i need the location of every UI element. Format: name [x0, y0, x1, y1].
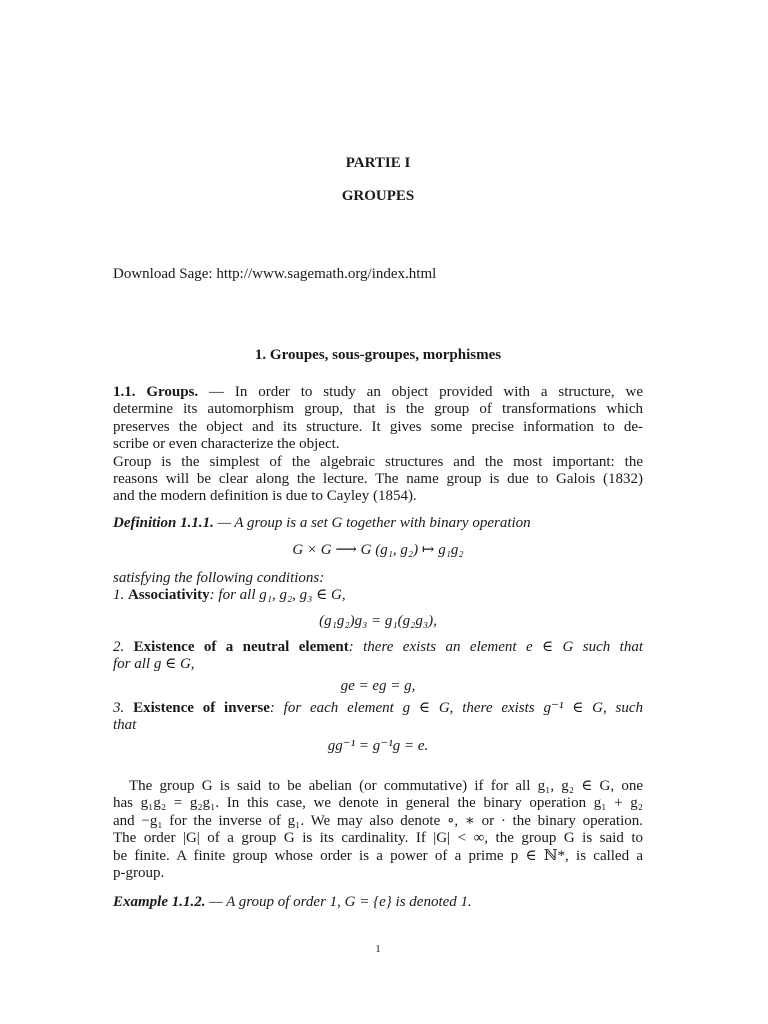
condition-1-display: (g₁g₂)g₃ = g₁(g₂g₃), [319, 613, 437, 629]
condition-3-display: gg⁻¹ = g⁻¹g = e. [327, 738, 429, 754]
definition-display-map: G × G ⟶ G (g₁, g₂) ↦ g₁g₂ [292, 542, 464, 558]
para2-line-2: reasons will be clear along the lecture. The name group is due to Galois (1832) [113, 471, 643, 488]
condition-2-number: 2. [113, 639, 134, 655]
condition-2-display: ge = eg = g, [340, 678, 416, 694]
download-line: Download Sage: http://www.sagemath.org/index.html [113, 266, 437, 282]
abelian-line-5: be finite. A finite group whose order is a power of a prime p ∈ ℕ*, is called a [113, 847, 643, 864]
condition-3-text: : for each element g ∈ G, there exists g⁻¹ ∈ G, such [269, 700, 644, 716]
definition-intro: — A group is a set G together with binary operation [213, 515, 531, 531]
condition-1 [113, 587, 643, 604]
section-title: 1. Groupes, sous-groupes, morphismes [254, 347, 502, 363]
para2-line-1: Group is the simplest of the algebraic structures and the most important: the [113, 453, 643, 470]
para1-line-1 [113, 384, 643, 401]
example-label: Example 1.1.2. [113, 894, 206, 910]
condition-1-text: : for all g₁, g₂, g₃ ∈ G, [209, 587, 346, 603]
condition-1-name: Associativity [128, 587, 210, 603]
para1-line-1-text: In order to study an object provided with a structure, we [234, 384, 643, 400]
subsection-dash: — [198, 384, 235, 400]
abelian-line-2: has g₁g₂ = g₂g₁. In this case, we denote in general the binary operation g₁ + g₂ [113, 795, 643, 812]
condition-3-name: Existence of inverse [133, 700, 270, 716]
condition-2 [113, 639, 643, 656]
abelian-line-3: and −g₁ for the inverse of g₁. We may also denote ∘, ∗ or · the binary operation. [113, 812, 643, 829]
condition-2-text: : there exists an element e ∈ G such that [348, 639, 644, 655]
condition-3 [113, 700, 643, 717]
para1-line-2: determine its automorphism group, that is the group of transformations which [113, 401, 643, 418]
condition-1-number: 1. [113, 587, 128, 603]
para2-line-3: and the modern definition is due to Cayley (1854). [113, 488, 417, 505]
example-text: — A group of order 1, G = {e} is denoted 1. [205, 894, 472, 910]
abelian-line-4: The order |G| of a group G is its cardinality. If |G| < ∞, the group G is said to [113, 830, 643, 847]
part-number: PARTIE I [345, 155, 411, 171]
abelian-line-1: The group G is said to be abelian (or commutative) if for all g₁, g₂ ∈ G, one [129, 778, 643, 794]
definition-label: Definition 1.1.1. [113, 515, 214, 531]
condition-3-text-line-2: that [113, 717, 137, 733]
part-title: GROUPES [341, 188, 415, 204]
para1-line-4: scribe or even characterize the object. [113, 436, 340, 453]
subsection-heading: 1.1. Groups. [113, 384, 199, 400]
condition-2-text-line-2: for all g ∈ G, [113, 656, 195, 672]
condition-2-name: Existence of a neutral element [133, 639, 349, 655]
page-number: 1 [375, 943, 381, 955]
conditions-intro: satisfying the following conditions: [113, 570, 325, 586]
subsection-block [113, 384, 643, 506]
example-line [113, 894, 643, 911]
definition-heading-line [113, 515, 643, 532]
abelian-line-6: p-group. [113, 865, 165, 882]
abelian-paragraph [113, 778, 643, 882]
para1-line-3: preserves the object and its structure. It gives some precise information to de- [113, 418, 643, 435]
condition-3-number: 3. [113, 700, 134, 716]
